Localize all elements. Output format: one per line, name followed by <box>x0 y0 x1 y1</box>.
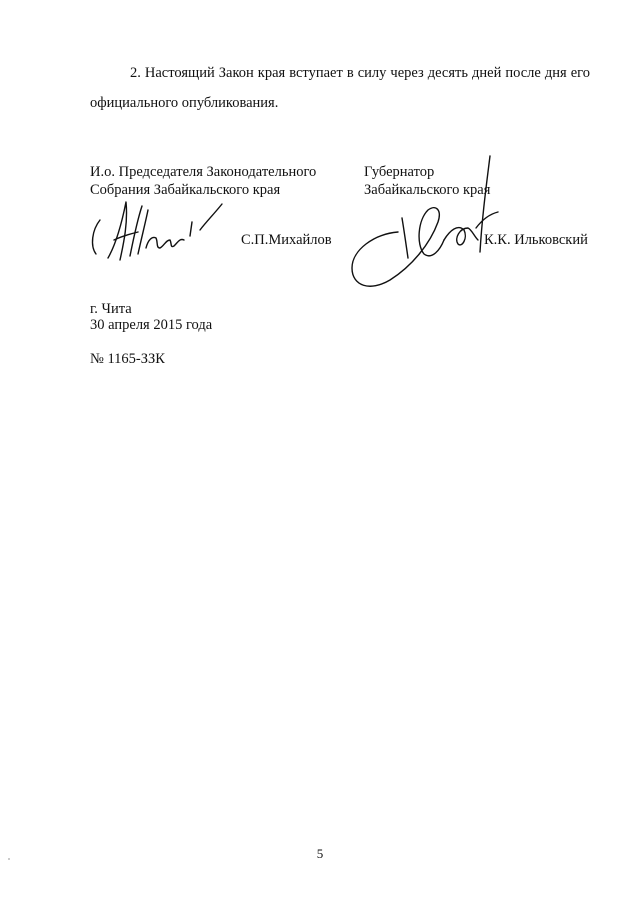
law-number: № 1165-ЗЗК <box>90 351 165 367</box>
right-signatory-title-line2: Забайкальского края <box>364 182 491 198</box>
left-signatory-name: С.П.Михайлов <box>241 232 332 248</box>
page-number: 5 <box>316 846 324 861</box>
left-signatory-title-line2: Собрания Забайкальского края <box>90 182 281 198</box>
right-signatory-title-line1: Губернатор <box>364 164 435 180</box>
left-signature <box>86 196 226 270</box>
place: г. Чита <box>90 301 132 317</box>
law-paragraph: 2. Настоящий Закон края вступает в силу через десять дней после дня его официального опубликования. <box>90 65 590 111</box>
date: 30 апреля 2015 года <box>90 317 213 333</box>
scan-speck <box>8 858 10 860</box>
right-signatory-name: К.К. Ильковский <box>484 232 588 248</box>
right-signature <box>340 148 500 298</box>
left-signatory-title-line1: И.о. Председателя Законодательного <box>90 164 317 180</box>
